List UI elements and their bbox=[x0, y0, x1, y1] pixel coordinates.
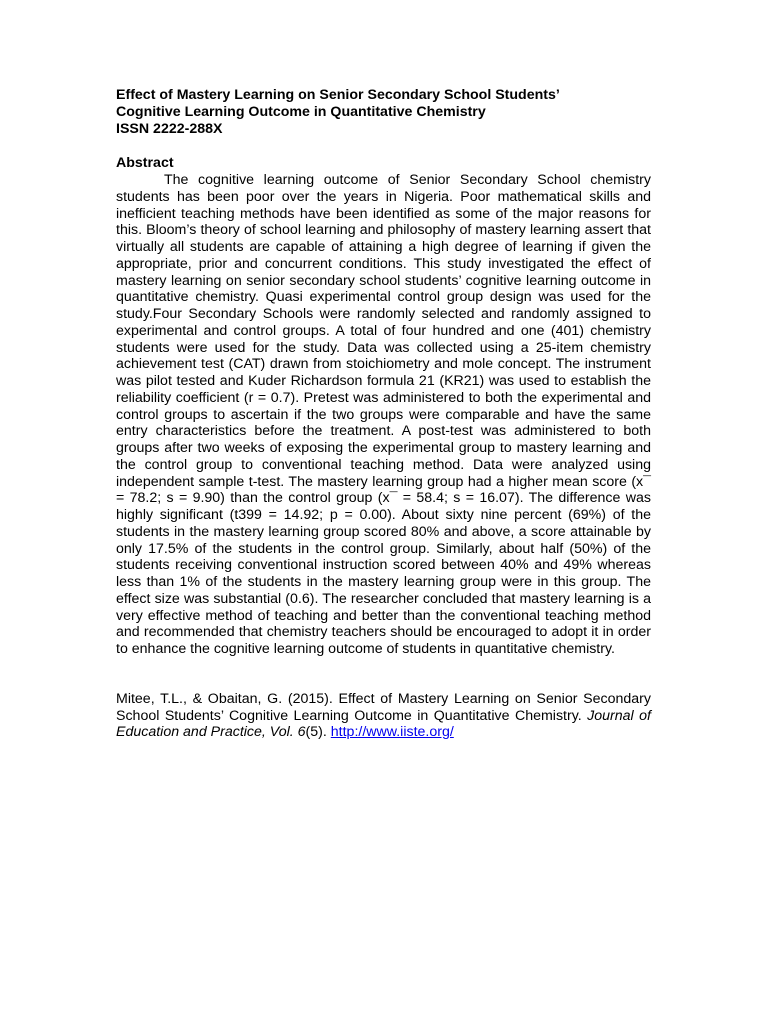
paper-title-line-2: Cognitive Learning Outcome in Quantitative Chemistry bbox=[116, 104, 486, 120]
citation-journal: Journal of Education and Practice, Vol. 6 bbox=[116, 707, 651, 741]
title-block bbox=[116, 87, 651, 138]
citation-link[interactable]: http://www.iiste.org/ bbox=[330, 724, 454, 741]
paper-title-line-1: Effect of Mastery Learning on Senior Secondary School Students’ bbox=[116, 87, 560, 103]
document-page bbox=[116, 87, 651, 741]
abstract-heading: Abstract bbox=[116, 155, 174, 171]
issn-line: ISSN 2222-288X bbox=[116, 121, 223, 137]
citation-issue: (5). bbox=[305, 724, 331, 741]
citation-authors-title: Mitee, T.L., & Obaitan, G. (2015). Effect of Mastery Learning on Senior Secondary School Students’ Cognitive Learning Outcome in Quantitative Chemistry. bbox=[116, 690, 651, 724]
abstract-body: The cognitive learning outcome of Senior Secondary School chemistry students has been poor over the years in Nigeria. Poor mathematical skills and inefficient teaching methods have been identified as some of the major reasons for this. Bloom’s theory of school learning and philosophy of mastery learning assert that virtually all students are capable of attaining a high degree of learning if given the appropriate, prior and concurrent conditions. This study investigated the effect of mastery learning on senior secondary school students’ cognitive learning outcome in quantitative chemistry. Quasi experimental control group design was used for the study.Four Secondary Schools were randomly selected and randomly assigned to experimental and control groups. A total of four hundred and one (401) chemistry students were used for the study. Data was collected using a 25-item chemistry achievement test (CAT) drawn from stoichiometry and mole concept. The instrument was pilot tested and Kuder Richardson formula 21 (KR21) was used to establish the reliability coefficient (r = 0.7). Pretest was administered to both the experimental and control groups to ascertain if the two groups were comparable and have the same entry characteristics before the treatment. A post-test was administered to both groups after two weeks of exposing the experimental group to mastery learning and the control group to conventional teaching method. Data were analyzed using independent sample t-test. The mastery learning group had a higher mean score (x¯ = 78.2; s = 9.90) than the control group (x¯ = 58.4; s = 16.07). The difference was highly significant (t399 = 14.92; p = 0.00). About sixty nine percent (69%) of the students in the mastery learning group scored 80% and above, a score attainable by only 17.5% of the students in the control group. Similarly, about half (50%) of the students receiving conventional instruction scored between 40% and 49% whereas less than 1% of the students in the mastery learning group were in this group. The effect size was substantial (0.6). The researcher concluded that mastery learning is a very effective method of teaching and better than the conventional teaching method and recommended that chemistry teachers should be encouraged to adopt it in order to enhance the cognitive learning outcome of students in quantitative chemistry. bbox=[116, 172, 651, 657]
citation-paragraph bbox=[116, 691, 651, 741]
